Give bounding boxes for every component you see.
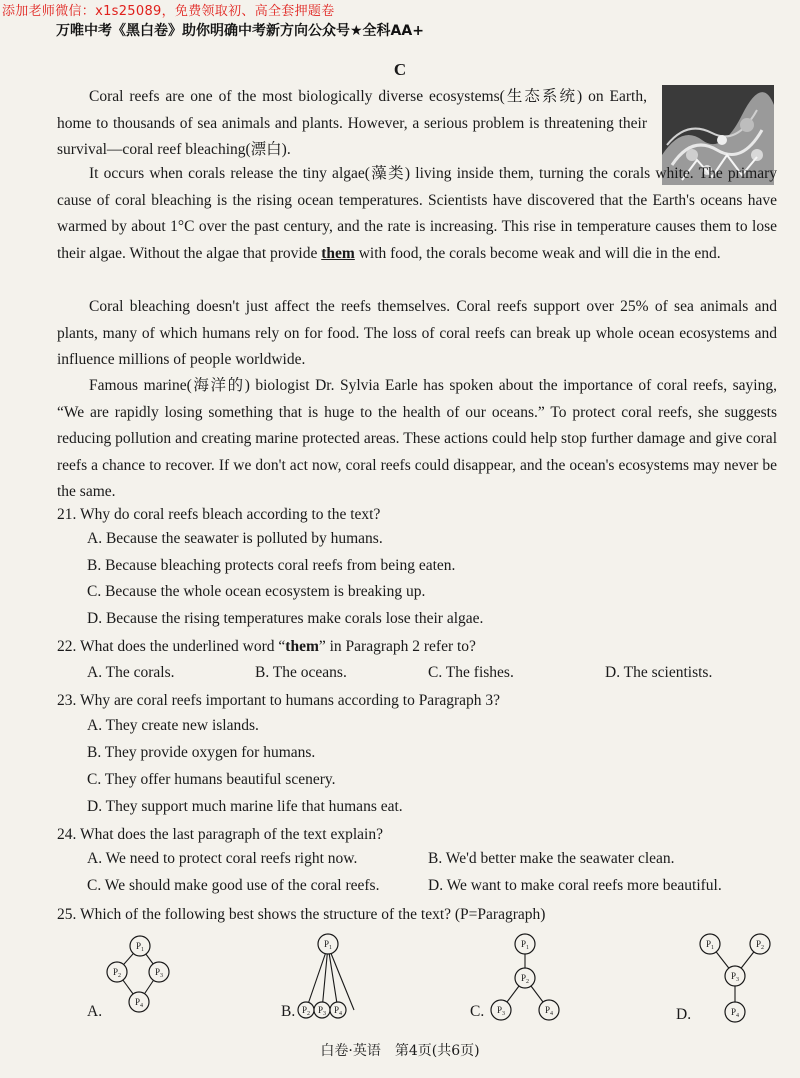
q24-option-c[interactable]: C. We should make good use of the coral reefs.: [87, 877, 380, 894]
svg-text:P1: $P_1$: [521, 939, 530, 951]
diagram-b-node-1: [318, 934, 338, 954]
question-22: 22. What does the underlined word “them” in Paragraph 2 refer to?: [57, 638, 476, 655]
q24-option-a[interactable]: A. We need to protect coral reefs right now.: [87, 850, 358, 867]
diagram-d-node-4: [725, 1002, 745, 1022]
q25-option-b[interactable]: B.: [281, 1003, 296, 1020]
q23-option-b[interactable]: B. They provide oxygen for humans.: [87, 744, 316, 761]
diagram-d-node-2: [750, 934, 770, 954]
question-21: 21. Why do coral reefs bleach according to the text?: [57, 506, 381, 523]
diagram-a-node-3: [149, 962, 169, 982]
q23-option-d[interactable]: D. They support much marine life that humans eat.: [87, 798, 403, 815]
page-header: 万唯中考《黑白卷》助你明确中考新方向公众号★全科AA+: [56, 23, 424, 39]
svg-text:P2: $P_2$: [302, 1005, 311, 1017]
svg-text:P4: $P_4$: [334, 1005, 343, 1017]
q24-option-d[interactable]: D. We want to make coral reefs more beautiful.: [428, 877, 722, 894]
q22-option-c[interactable]: C. The fishes.: [428, 664, 514, 681]
question-25: 25. Which of the following best shows the structure of the text? (P=Paragraph): [57, 906, 546, 923]
paragraph-3: Coral bleaching doesn't just affect the reefs themselves. Coral reefs support over 25% of sea animals and plants, many of which humans rely on for food. The loss of coral reefs can break up whole ocean ecosystems and influence millions of people worldwide.: [57, 298, 777, 368]
diagram-d: [690, 926, 780, 1030]
q21-option-a[interactable]: A. Because the seawater is polluted by humans.: [87, 530, 383, 547]
q21-option-d[interactable]: D. Because the rising temperatures make corals lose their algae.: [87, 610, 484, 627]
paragraph-4: Famous marine(海洋的) biologist Dr. Sylvia Earle has spoken about the importance of coral reefs, saying, “We are rapidly losing something that is huge to the health of our oceans.” To protect coral reefs, she suggests reducing pollution and creating marine protected areas. These actions could help stop further damage and give coral reefs a chance to recover. If we don't act now, coral reefs could disappear, and the ocean's ecosystems may never be the same.: [57, 377, 777, 500]
svg-text:P3: $P_3$: [155, 967, 164, 979]
diagram-b-node-3: [314, 1002, 330, 1018]
underlined-word-them: them: [321, 244, 355, 262]
svg-text:P2: $P_2$: [113, 967, 122, 979]
page-footer: 白卷·英语 第4页(共6页): [320, 1043, 480, 1059]
q21-option-c[interactable]: C. Because the whole ocean ecosystem is breaking up.: [87, 583, 426, 600]
diagram-a-node-4: [129, 992, 149, 1012]
diagram-b-node-2: [298, 1002, 314, 1018]
watermark-banner: 添加老师微信：x1s25089，免费领取初、高全套押题卷: [2, 4, 335, 19]
diagram-b: [294, 926, 364, 1026]
q21-option-b[interactable]: B. Because bleaching protects coral reefs from being eaten.: [87, 557, 456, 574]
q22-option-a[interactable]: A. The corals.: [87, 664, 175, 681]
q23-option-c[interactable]: C. They offer humans beautiful scenery.: [87, 771, 336, 788]
section-label: C: [393, 60, 407, 79]
diagram-a-node-2: [107, 962, 127, 982]
svg-text:P4: $P_4$: [545, 1005, 554, 1017]
diagram-a: [100, 926, 180, 1022]
q25-option-d[interactable]: D.: [676, 1006, 692, 1023]
q22-option-d[interactable]: D. The scientists.: [605, 664, 713, 681]
diagram-c-node-4: [539, 1000, 559, 1020]
q25-option-c[interactable]: C.: [470, 1003, 485, 1020]
q22-option-b[interactable]: B. The oceans.: [255, 664, 347, 681]
q24-option-b[interactable]: B. We'd better make the seawater clean.: [428, 850, 675, 867]
svg-text:P3: $P_3$: [731, 971, 740, 983]
question-24: 24. What does the last paragraph of the text explain?: [57, 826, 383, 843]
diagram-c-node-2: [515, 968, 535, 988]
svg-text:P1: $P_1$: [706, 939, 715, 951]
svg-text:P1: $P_1$: [136, 941, 145, 953]
diagram-c: [486, 926, 566, 1026]
svg-text:P4: $P_4$: [731, 1007, 740, 1019]
diagram-b-node-4: [330, 1002, 346, 1018]
diagram-d-node-1: [700, 934, 720, 954]
q23-option-a[interactable]: A. They create new islands.: [87, 717, 259, 734]
svg-text:P2: $P_2$: [756, 939, 765, 951]
paragraph-2: It occurs when corals release the tiny algae(藻类) living inside them, turning the corals white. The primary cause of coral bleaching is the rising ocean temperatures. Scientists have discovered that the Earth's oceans have warmed by about 1°C over the past century, and the rate is increasing. This rise in temperature causes them to lose their algae. Without the algae that provide them with food, the corals become weak and will die in the end.: [57, 165, 777, 262]
svg-text:P2: $P_2$: [521, 973, 530, 985]
svg-text:P4: $P_4$: [135, 997, 144, 1009]
svg-text:P3: $P_3$: [497, 1005, 506, 1017]
paragraph-1: Coral reefs are one of the most biologically diverse ecosystems(生态系统) on Earth, home to thousands of sea animals and plants. However, a serious problem is threatening their survival—coral reef bleaching(漂白).: [57, 88, 647, 158]
diagram-a-node-1: [130, 936, 150, 956]
question-23: 23. Why are coral reefs important to humans according to Paragraph 3?: [57, 692, 501, 709]
svg-text:P3: $P_3$: [318, 1005, 327, 1017]
q25-option-a[interactable]: A.: [87, 1003, 103, 1020]
svg-text:P1: $P_1$: [324, 939, 333, 951]
diagram-c-node-1: [515, 934, 535, 954]
diagram-c-node-3: [491, 1000, 511, 1020]
diagram-d-node-3: [725, 966, 745, 986]
